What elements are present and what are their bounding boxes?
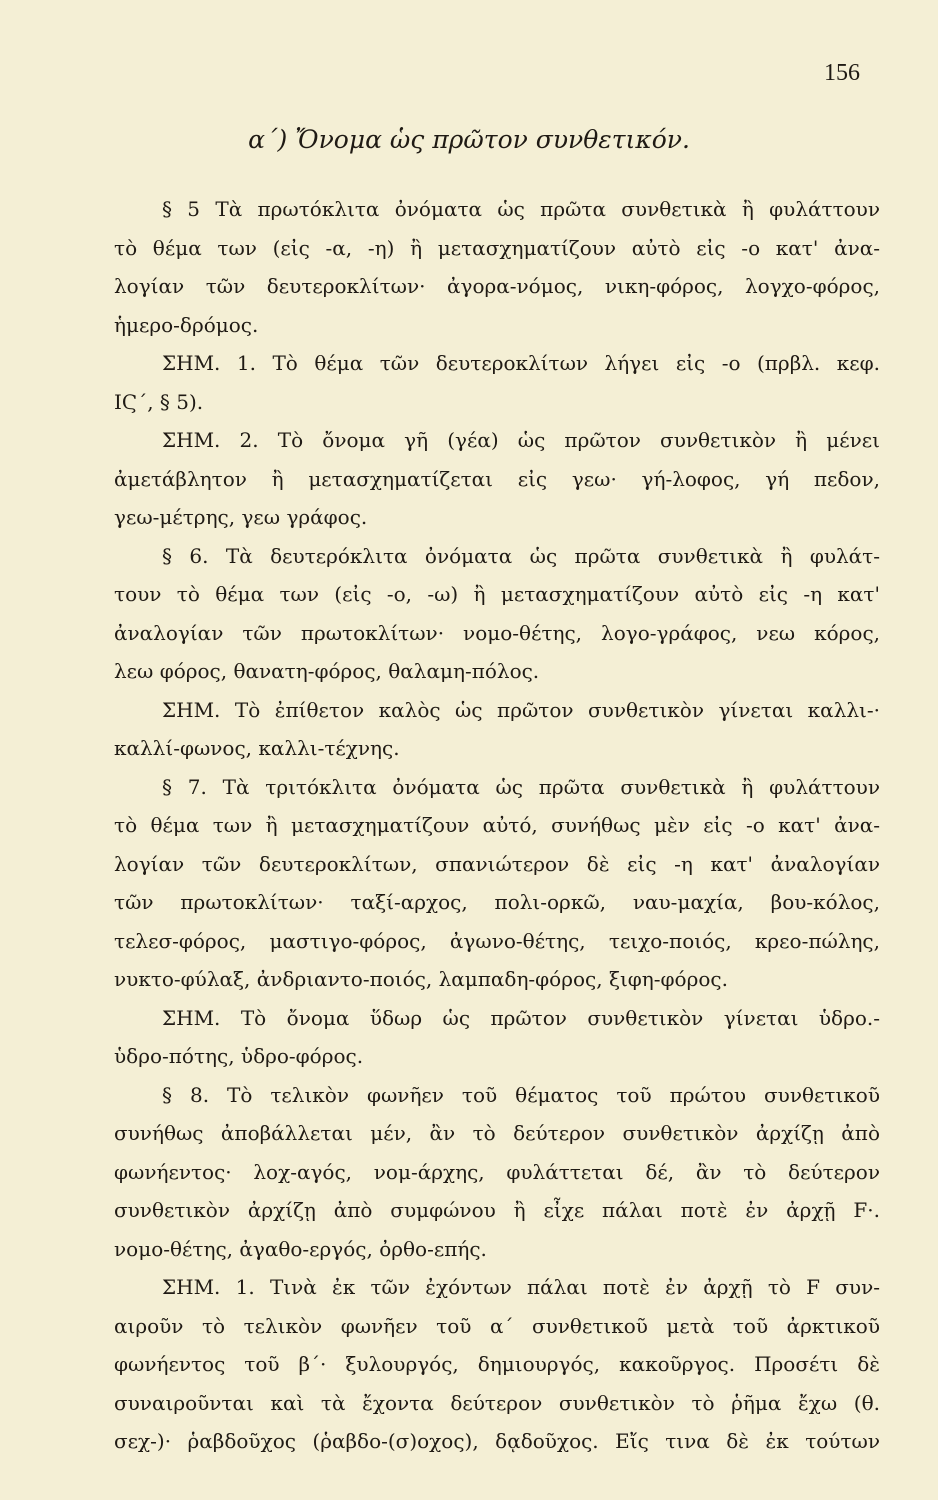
text-line: ΣΗΜ. 1. Τὸ θέμα τῶν δευτεροκλίτων λήγει εἰς -ο (πρβλ. κεφ. xyxy=(162,351,880,375)
text-line: σεχ-)· ῥαβδοῦχος (ῥαβδο-(σ)οχος), δᾳδοῦχος. Εἴς τινα δὲ ἐκ τούτων xyxy=(114,1429,880,1453)
text-line: αιροῦν τὸ τελικὸν φωνῆεν τοῦ α΄ συνθετικοῦ μετὰ τοῦ ἀρκτικοῦ xyxy=(114,1313,880,1338)
text-line: § 8. Τὸ τελικὸν φωνῆεν τοῦ θέματος τοῦ πρώτου συνθετικοῦ xyxy=(162,1082,880,1107)
text-line: τουν τὸ θέμα των (εἰς -ο, -ω) ἢ μετασχηματίζουν αὐτὸ εἰς -η κατ' xyxy=(114,582,880,606)
text-line: ΙϚ΄, § 5). xyxy=(114,389,204,414)
text-line: ΣΗΜ. Τὸ ὄνομα ὕδωρ ὡς πρῶτον συνθετικὸν γίνεται ὑδρο.- xyxy=(162,1005,880,1030)
text-line: λογίαν τῶν δευτεροκλίτων, σπανιώτερον δὲ εἰς -η κατ' ἀναλογίαν xyxy=(114,851,880,876)
text-line: ἀναλογίαν τῶν πρωτοκλίτων· νομο-θέτης, λογο-γράφος, νεω κόρος, xyxy=(114,620,880,645)
text-line: φωνήεντος· λοχ-αγός, νομ-άρχης, φυλάττεται δέ, ἂν τὸ δεύτερον xyxy=(114,1159,880,1184)
text-line: λογίαν τῶν δευτεροκλίτων· ἀγορα-νόμος, νικη-φόρος, λογχο-φόρος, xyxy=(114,274,880,298)
text-line: § 6. Τὰ δευτερόκλιτα ὀνόματα ὡς πρῶτα συνθετικὰ ἢ φυλάτ- xyxy=(162,543,880,568)
text-line: λεω φόρος, θανατη-φόρος, θαλαμη-πόλος. xyxy=(114,659,540,683)
text-line: συναιροῦνται καὶ τὰ ἔχοντα δεύτερον συνθετικὸν τὸ ῥῆμα ἔχω (θ. xyxy=(114,1390,880,1415)
text-line: ὑδρο-πότης, ὑδρο-φόρος. xyxy=(114,1044,364,1068)
text-line: τελεσ-φόρος, μαστιγο-φόρος, ἀγωνο-θέτης, τειχο-ποιός, κρεο-πώλης, xyxy=(114,928,880,953)
text-line: ΣΗΜ. Τὸ ἐπίθετον καλὸς ὡς πρῶτον συνθετικὸν γίνεται καλλι-· xyxy=(162,697,880,722)
text-line: νομο-θέτης, ἀγαθο-εργός, ὀρθο-επής. xyxy=(114,1236,487,1261)
text-line: § 5 Τὰ πρωτόκλιτα ὀνόματα ὡς πρῶτα συνθετικὰ ἢ φυλάττουν xyxy=(162,197,880,221)
text-line: ἡμερο-δρόμος. xyxy=(114,312,259,337)
body-text xyxy=(114,190,880,1461)
text-line: συνθετικὸν ἀρχίζῃ ἀπὸ συμφώνου ἢ εἶχε πάλαι ποτὲ ἐν ἀρχῇ F·. xyxy=(114,1198,880,1222)
page-number: 156 xyxy=(824,60,860,86)
text-line: συνήθως ἀποβάλλεται μέν, ἂν τὸ δεύτερον συνθετικὸν ἀρχίζῃ ἀπὸ xyxy=(114,1121,880,1145)
text-line: ἀμετάβλητον ἢ μετασχηματίζεται εἰς γεω· γή-λοφος, γή πεδον, xyxy=(114,466,880,491)
text-line: § 7. Τὰ τριτόκλιτα ὀνόματα ὡς πρῶτα συνθετικὰ ἢ φυλάττουν xyxy=(162,774,880,799)
text-line: φωνήεντος τοῦ β΄· ξυλουργός, δημιουργός, κακοῦργος. Προσέτι δὲ xyxy=(114,1352,880,1376)
text-line: τῶν πρωτοκλίτων· ταξί-αρχος, πολι-ορκῶ, ναυ-μαχία, βου-κόλος, xyxy=(114,890,880,914)
text-line: τὸ θέμα των (εἰς -α, -η) ἢ μετασχηματίζουν αὐτὸ εἰς -ο κατ' ἀνα- xyxy=(114,235,880,260)
text-line: ΣΗΜ. 1. Τινὰ ἐκ τῶν ἐχόντων πάλαι ποτὲ ἐν ἀρχῇ τὸ F συν- xyxy=(162,1275,880,1299)
text-line: καλλί-φωνος, καλλι-τέχνης. xyxy=(114,736,400,760)
text-line: ΣΗΜ. 2. Τὸ ὄνομα γῆ (γέα) ὡς πρῶτον συνθετικὸν ἢ μένει xyxy=(162,428,880,452)
text-line: νυκτο-φύλαξ, ἀνδριαντο-ποιός, λαμπαδη-φόρος, ξιφη-φόρος. xyxy=(114,967,728,991)
text-line: τὸ θέμα των ἢ μετασχηματίζουν αὐτό, συνήθως μὲν εἰς -ο κατ' ἀνα- xyxy=(114,813,880,837)
section-heading: α΄) Ὄνομα ὡς πρῶτον συνθετικόν. xyxy=(248,125,690,154)
text-line: γεω-μέτρης, γεω γράφος. xyxy=(114,505,368,529)
